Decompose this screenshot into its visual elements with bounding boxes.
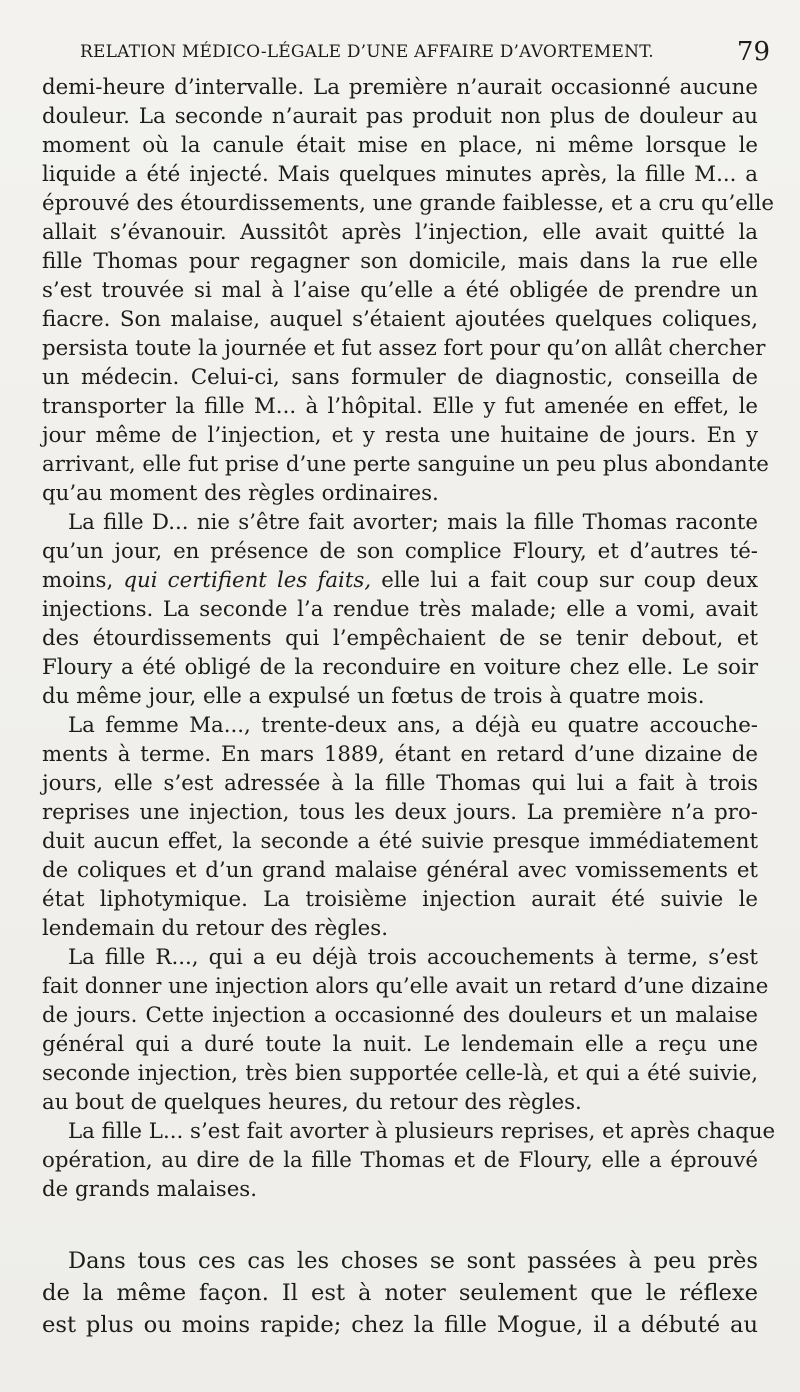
text-line: duit aucun effet, la seconde a été suivie presque immédiatement <box>42 829 758 854</box>
text-line-mixed <box>42 566 758 595</box>
text-line: éprouvé des étourdissements, une grande faiblesse, et a cru qu’elle <box>42 191 775 216</box>
running-title: RELATION MÉDICO-LÉGALE D’UNE AFFAIRE D’AVORTEMENT. <box>80 42 654 62</box>
text-line: du même jour, elle a expulsé un fœtus de trois à quatre mois. <box>42 684 705 709</box>
text-line: reprises une injection, tous les deux jours. La première n’a pro- <box>42 800 758 825</box>
text-line: seconde injection, très bien supportée celle-là, et qui a été suivie, <box>42 1061 758 1086</box>
text-line: un médecin. Celui-ci, sans formuler de diagnostic, conseilla de <box>42 365 758 390</box>
text-line: opération, au dire de la fille Thomas et de Floury, elle a éprouvé <box>42 1148 758 1173</box>
italic-phrase: qui certifient les faits, <box>123 568 372 593</box>
text-line: fille Thomas pour regagner son domicile, mais dans la rue elle <box>42 249 758 274</box>
text-line: fiacre. Son malaise, auquel s’étaient ajoutées quelques coliques, <box>42 307 758 332</box>
text-line: des étourdissements qui l’empêchaient de se tenir debout, et <box>42 626 758 651</box>
text-line: état liphotymique. La troisième injection aurait été suivie le <box>42 887 758 912</box>
text-line: liquide a été injecté. Mais quelques minutes après, la fille M... a <box>42 162 758 187</box>
text-line: de grands malaises. <box>42 1177 258 1202</box>
text-line: s’est trouvée si mal à l’aise qu’elle a été obligée de prendre un <box>42 278 758 303</box>
text-line: douleur. La seconde n’aurait pas produit non plus de douleur au <box>42 104 758 129</box>
text-fragment: moins, <box>42 568 114 593</box>
text-line: de jours. Cette injection a occasionné des douleurs et un malaise <box>42 1003 758 1028</box>
text-line: de la même façon. Il est à noter seulement que le réflexe <box>42 1280 758 1306</box>
text-line: injections. La seconde l’a rendue très malade; elle a vomi, avait <box>42 597 758 622</box>
text-line: moment où la canule était mise en place, ni même lorsque le <box>42 133 758 158</box>
text-line: ments à terme. En mars 1889, étant en retard d’une dizaine de <box>42 742 758 767</box>
text-line: persista toute la journée et fut assez fort pour qu’on allât chercher <box>42 336 766 361</box>
text-line: transporter la fille M... à l’hôpital. Elle y fut amenée en effet, le <box>42 394 758 419</box>
text-line: qu’au moment des règles ordinaires. <box>42 481 439 506</box>
text-line: Floury a été obligé de la reconduire en voiture chez elle. Le soir <box>42 655 758 680</box>
text-fragment: elle lui a fait coup sur coup deux <box>381 568 758 593</box>
text-line: de coliques et d’un grand malaise général avec vomissements et <box>42 858 758 883</box>
text-line: général qui a duré toute la nuit. Le lendemain elle a reçu une <box>42 1032 758 1057</box>
text-line: lendemain du retour des règles. <box>42 916 388 941</box>
text-line: demi-heure d’intervalle. La première n’aurait occasionné aucune <box>42 75 758 100</box>
paragraph-start: La fille R..., qui a eu déjà trois accouchements à terme, s’est <box>68 945 758 970</box>
paragraph-start: Dans tous ces cas les choses se sont passées à peu près <box>68 1248 758 1274</box>
paragraph-start: La fille L... s’est fait avorter à plusieurs reprises, et après chaque <box>68 1119 776 1144</box>
running-header <box>80 38 770 68</box>
closing-paragraph <box>42 1245 758 1341</box>
text-line: au bout de quelques heures, du retour des règles. <box>42 1090 582 1115</box>
page-number: 79 <box>736 37 770 67</box>
text-line: jour même de l’injection, et y resta une huitaine de jours. En y <box>42 423 758 448</box>
text-line: allait s’évanouir. Aussitôt après l’injection, elle avait quitté la <box>42 220 758 245</box>
text-line: fait donner une injection alors qu’elle avait un retard d’une dizaine <box>42 974 769 999</box>
text-line: jours, elle s’est adressée à la fille Thomas qui lui a fait à trois <box>42 771 758 796</box>
paragraph-start: La femme Ma..., trente-deux ans, a déjà eu quatre accouche- <box>68 713 758 738</box>
paragraph-start: La fille D... nie s’être fait avorter; mais la fille Thomas raconte <box>68 510 758 535</box>
text-line: arrivant, elle fut prise d’une perte sanguine un peu plus abondante <box>42 452 769 477</box>
text-line: qu’un jour, en présence de son complice Floury, et d’autres té- <box>42 539 758 564</box>
text-line: est plus ou moins rapide; chez la fille Mogue, il a débuté au <box>42 1312 758 1338</box>
body-text <box>42 73 776 1204</box>
